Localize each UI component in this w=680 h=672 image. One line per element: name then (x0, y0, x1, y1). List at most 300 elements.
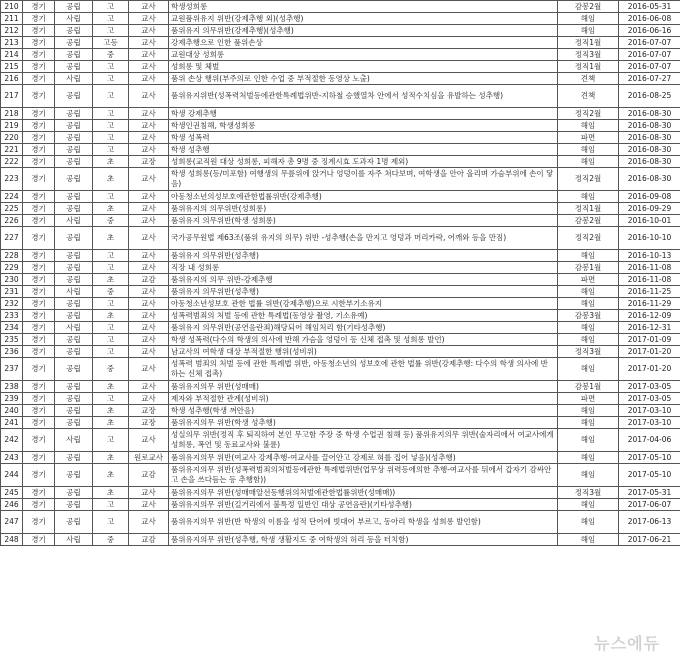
penalty-cell: 감봉2월 (558, 215, 619, 227)
date-cell: 2016-09-08 (619, 191, 680, 203)
row-number: 246 (1, 499, 23, 511)
school-type-cell: 공립 (55, 310, 93, 322)
penalty-cell: 정직1월 (558, 203, 619, 215)
position-cell: 교감 (129, 464, 169, 487)
school-type-cell: 사립 (55, 286, 93, 298)
school-type-cell: 공립 (55, 108, 93, 120)
region-cell: 경기 (23, 322, 55, 334)
school-type-cell: 공립 (55, 464, 93, 487)
position-cell: 교사 (129, 310, 169, 322)
row-number: 227 (1, 227, 23, 250)
school-type-cell: 공립 (55, 1, 93, 13)
school-level-cell: 고 (93, 1, 129, 13)
school-level-cell: 고 (93, 191, 129, 203)
school-type-cell: 공립 (55, 381, 93, 393)
description-cell: 품위유지의무 위반(성매매알선등행위의처벌에관한법률위반(성매매)) (169, 487, 558, 499)
region-cell: 경기 (23, 120, 55, 132)
date-cell: 2016-11-25 (619, 286, 680, 298)
description-cell: 학생 성추행(학생 껴안음) (169, 405, 558, 417)
region-cell: 경기 (23, 144, 55, 156)
region-cell: 경기 (23, 429, 55, 452)
position-cell: 교감 (129, 274, 169, 286)
region-cell: 경기 (23, 274, 55, 286)
row-number: 239 (1, 393, 23, 405)
school-type-cell: 공립 (55, 358, 93, 381)
date-cell: 2016-07-07 (619, 37, 680, 49)
school-level-cell: 고 (93, 511, 129, 534)
school-level-cell: 초 (93, 227, 129, 250)
table-row (1, 144, 680, 156)
row-number: 230 (1, 274, 23, 286)
row-number: 210 (1, 1, 23, 13)
description-cell: 학생인권침해, 학생성희롱 (169, 120, 558, 132)
school-type-cell: 사립 (55, 13, 93, 25)
date-cell: 2016-09-29 (619, 203, 680, 215)
date-cell: 2016-07-27 (619, 73, 680, 85)
description-cell: 학생 성희롱(등/미포함) 여행생의 무릎위에 앉거나 엉덩이를 자주 쳐다보며, 여학생을 안아 올리며 가슴부위에 손이 닿음) (169, 168, 558, 191)
position-cell: 교사 (129, 322, 169, 334)
description-cell: 남교사의 여학생 대상 부적절한 행위(성비위) (169, 346, 558, 358)
penalty-cell: 정직2월 (558, 108, 619, 120)
date-cell: 2016-11-08 (619, 262, 680, 274)
penalty-cell: 파면 (558, 132, 619, 144)
table-row (1, 417, 680, 429)
row-number: 223 (1, 168, 23, 191)
date-cell: 2017-05-10 (619, 452, 680, 464)
table-body (1, 1, 680, 546)
date-cell: 2016-12-31 (619, 322, 680, 334)
school-level-cell: 고 (93, 393, 129, 405)
school-type-cell: 사립 (55, 215, 93, 227)
region-cell: 경기 (23, 1, 55, 13)
school-level-cell: 고 (93, 298, 129, 310)
row-number: 247 (1, 511, 23, 534)
region-cell: 경기 (23, 417, 55, 429)
region-cell: 경기 (23, 346, 55, 358)
date-cell: 2016-11-29 (619, 298, 680, 310)
position-cell: 교사 (129, 286, 169, 298)
row-number: 244 (1, 464, 23, 487)
description-cell: 아동청소년의성보호에관한법률위반(강제추행) (169, 191, 558, 203)
position-cell: 교사 (129, 1, 169, 13)
date-cell: 2016-10-01 (619, 215, 680, 227)
table-row (1, 358, 680, 381)
region-cell: 경기 (23, 310, 55, 322)
date-cell: 2016-10-13 (619, 250, 680, 262)
region-cell: 경기 (23, 499, 55, 511)
table-row (1, 262, 680, 274)
table-row (1, 49, 680, 61)
penalty-cell: 해임 (558, 334, 619, 346)
penalty-cell: 해임 (558, 499, 619, 511)
position-cell: 교장 (129, 417, 169, 429)
date-cell: 2016-07-07 (619, 49, 680, 61)
school-type-cell: 공립 (55, 262, 93, 274)
school-level-cell: 중 (93, 534, 129, 546)
school-type-cell: 공립 (55, 274, 93, 286)
school-level-cell: 고 (93, 61, 129, 73)
position-cell: 교사 (129, 203, 169, 215)
table-row (1, 452, 680, 464)
region-cell: 경기 (23, 37, 55, 49)
table-row (1, 274, 680, 286)
penalty-cell: 해임 (558, 534, 619, 546)
date-cell: 2016-08-30 (619, 144, 680, 156)
date-cell: 2017-03-10 (619, 405, 680, 417)
description-cell: 성실의무 위반(정직 후 퇴직하여 본인 무고함 주장 중 학생 수업권 침해 등) 품위유지의무 위반(술자리에서 여교사에게 성희롱, 폭언 및 동료교사와 불륜) (169, 429, 558, 452)
row-number: 215 (1, 61, 23, 73)
row-number: 248 (1, 534, 23, 546)
table-row (1, 37, 680, 49)
school-level-cell: 초 (93, 310, 129, 322)
date-cell: 2017-03-10 (619, 417, 680, 429)
date-cell: 2016-10-10 (619, 227, 680, 250)
position-cell: 교사 (129, 85, 169, 108)
region-cell: 경기 (23, 73, 55, 85)
region-cell: 경기 (23, 511, 55, 534)
description-cell: 학생 성폭력 (169, 132, 558, 144)
table-row (1, 85, 680, 108)
school-type-cell: 공립 (55, 25, 93, 37)
penalty-cell: 감봉1월 (558, 381, 619, 393)
date-cell: 2016-08-30 (619, 168, 680, 191)
row-number: 216 (1, 73, 23, 85)
table-row (1, 499, 680, 511)
date-cell: 2017-06-21 (619, 534, 680, 546)
row-number: 228 (1, 250, 23, 262)
row-number: 211 (1, 13, 23, 25)
school-level-cell: 고 (93, 73, 129, 85)
school-type-cell: 공립 (55, 168, 93, 191)
description-cell: 품위유지 의무위반(성추행) (169, 250, 558, 262)
school-type-cell: 공립 (55, 37, 93, 49)
row-number: 245 (1, 487, 23, 499)
penalty-cell: 해임 (558, 452, 619, 464)
penalty-cell: 해임 (558, 322, 619, 334)
table-row (1, 334, 680, 346)
school-level-cell: 고 (93, 334, 129, 346)
row-number: 238 (1, 381, 23, 393)
position-cell: 교사 (129, 227, 169, 250)
region-cell: 경기 (23, 13, 55, 25)
position-cell: 교사 (129, 511, 169, 534)
date-cell: 2017-01-20 (619, 346, 680, 358)
school-level-cell: 고 (93, 85, 129, 108)
position-cell: 교사 (129, 25, 169, 37)
description-cell: 품위유지 의무위반(학생 성희롱) (169, 215, 558, 227)
penalty-cell: 파면 (558, 274, 619, 286)
school-type-cell: 공립 (55, 49, 93, 61)
school-level-cell: 고등 (93, 37, 129, 49)
position-cell: 교사 (129, 49, 169, 61)
school-level-cell: 초 (93, 487, 129, 499)
position-cell: 교사 (129, 120, 169, 132)
date-cell: 2016-05-31 (619, 1, 680, 13)
region-cell: 경기 (23, 286, 55, 298)
position-cell: 교사 (129, 499, 169, 511)
position-cell: 교사 (129, 487, 169, 499)
table-row (1, 322, 680, 334)
school-type-cell: 공립 (55, 334, 93, 346)
school-level-cell: 초 (93, 203, 129, 215)
school-level-cell: 중 (93, 358, 129, 381)
region-cell: 경기 (23, 298, 55, 310)
region-cell: 경기 (23, 85, 55, 108)
table-row (1, 108, 680, 120)
position-cell: 교사 (129, 393, 169, 405)
region-cell: 경기 (23, 168, 55, 191)
school-type-cell: 사립 (55, 534, 93, 546)
row-number: 225 (1, 203, 23, 215)
school-type-cell: 공립 (55, 452, 93, 464)
penalty-cell: 해임 (558, 511, 619, 534)
date-cell: 2017-03-05 (619, 393, 680, 405)
description-cell: 교원대상 성희롱 (169, 49, 558, 61)
row-number: 235 (1, 334, 23, 346)
school-type-cell: 공립 (55, 85, 93, 108)
school-level-cell: 중 (93, 286, 129, 298)
description-cell: 강제추행으로 인한 품위손상 (169, 37, 558, 49)
table-row (1, 310, 680, 322)
school-type-cell: 공립 (55, 61, 93, 73)
region-cell: 경기 (23, 108, 55, 120)
table-row (1, 511, 680, 534)
row-number: 222 (1, 156, 23, 168)
region-cell: 경기 (23, 49, 55, 61)
position-cell: 교사 (129, 346, 169, 358)
region-cell: 경기 (23, 191, 55, 203)
school-level-cell: 고 (93, 13, 129, 25)
school-level-cell: 고 (93, 108, 129, 120)
row-number: 233 (1, 310, 23, 322)
date-cell: 2017-06-07 (619, 499, 680, 511)
table-row (1, 429, 680, 452)
region-cell: 경기 (23, 156, 55, 168)
position-cell: 교사 (129, 262, 169, 274)
date-cell: 2016-08-30 (619, 156, 680, 168)
row-number: 212 (1, 25, 23, 37)
school-level-cell: 초 (93, 405, 129, 417)
description-cell: 학생성희롱 (169, 1, 558, 13)
table-row (1, 346, 680, 358)
school-level-cell: 고 (93, 322, 129, 334)
penalty-cell: 해임 (558, 298, 619, 310)
row-number: 232 (1, 298, 23, 310)
position-cell: 교사 (129, 108, 169, 120)
penalty-cell: 감봉3월 (558, 310, 619, 322)
description-cell: 학생 강제추행 (169, 108, 558, 120)
penalty-cell: 파면 (558, 393, 619, 405)
table-row (1, 61, 680, 73)
description-cell: 품위유지의무 위반(성매매) (169, 381, 558, 393)
position-cell: 교사 (129, 250, 169, 262)
region-cell: 경기 (23, 464, 55, 487)
school-type-cell: 공립 (55, 120, 93, 132)
row-number: 214 (1, 49, 23, 61)
description-cell: 품위유지의 의무 위반-강제추행 (169, 274, 558, 286)
table-row (1, 203, 680, 215)
school-level-cell: 초 (93, 452, 129, 464)
penalty-cell: 해임 (558, 417, 619, 429)
penalty-cell: 정직1월 (558, 61, 619, 73)
region-cell: 경기 (23, 215, 55, 227)
table-row (1, 1, 680, 13)
position-cell: 교장 (129, 156, 169, 168)
description-cell: 품위 손상 행위(부주의로 인한 수업 중 부적절한 동영상 노출) (169, 73, 558, 85)
description-cell: 성폭력 범죄의 처벌 등에 관한 특례법 위반, 아동청소년의 성보호에 관한 법률 위반(강제추행: 다수의 학생 의사에 반하는 신체 접촉) (169, 358, 558, 381)
penalty-cell: 정직3월 (558, 49, 619, 61)
table-row (1, 25, 680, 37)
school-type-cell: 공립 (55, 346, 93, 358)
description-cell: 품위유지의무 위반(학생 성추행) (169, 417, 558, 429)
row-number: 226 (1, 215, 23, 227)
row-number: 234 (1, 322, 23, 334)
penalty-cell: 정직3월 (558, 487, 619, 499)
table-row (1, 250, 680, 262)
watermark-logo: 뉴스에듀 (594, 634, 660, 653)
table-row (1, 132, 680, 144)
position-cell: 교사 (129, 13, 169, 25)
school-type-cell: 공립 (55, 156, 93, 168)
school-type-cell: 사립 (55, 73, 93, 85)
penalty-cell: 해임 (558, 191, 619, 203)
table-row (1, 168, 680, 191)
penalty-cell: 정직2월 (558, 227, 619, 250)
date-cell: 2017-05-31 (619, 487, 680, 499)
penalty-cell: 견책 (558, 73, 619, 85)
description-cell: 아동청소년성보호 관한 법률 위반(강제추행)으로 시한부기소유지 (169, 298, 558, 310)
table-row (1, 298, 680, 310)
description-cell: 품위유지의무 위반(성폭력범죄의처벌등에관한 특례법위반(업무상 위력등에의한 추행-여교사를 뒤에서 갑자기 감싸안고 손을 쓰다듬는 등 추행함)) (169, 464, 558, 487)
date-cell: 2017-05-10 (619, 464, 680, 487)
row-number: 218 (1, 108, 23, 120)
school-type-cell: 공립 (55, 487, 93, 499)
date-cell: 2016-11-08 (619, 274, 680, 286)
region-cell: 경기 (23, 227, 55, 250)
penalty-cell: 해임 (558, 405, 619, 417)
row-number: 240 (1, 405, 23, 417)
penalty-cell: 해임 (558, 144, 619, 156)
school-level-cell: 고 (93, 132, 129, 144)
school-level-cell: 초 (93, 381, 129, 393)
description-cell: 교원품위유지 위반(강제추행 외)(성추행) (169, 13, 558, 25)
school-level-cell: 초 (93, 168, 129, 191)
school-level-cell: 고 (93, 429, 129, 452)
table-row (1, 393, 680, 405)
school-level-cell: 초 (93, 156, 129, 168)
date-cell: 2017-01-20 (619, 358, 680, 381)
position-cell: 교장 (129, 405, 169, 417)
date-cell: 2017-06-13 (619, 511, 680, 534)
school-level-cell: 고 (93, 144, 129, 156)
date-cell: 2017-01-09 (619, 334, 680, 346)
row-number: 224 (1, 191, 23, 203)
penalty-cell: 해임 (558, 429, 619, 452)
description-cell: 성희롱 및 체벌 (169, 61, 558, 73)
description-cell: 제자와 부적절한 관계(성비위) (169, 393, 558, 405)
region-cell: 경기 (23, 25, 55, 37)
description-cell: 품위유지의무 위반(길거리에서 불특정 일반인 대상 공연음란)(기타성추행) (169, 499, 558, 511)
penalty-cell: 정직1월 (558, 37, 619, 49)
row-number: 219 (1, 120, 23, 132)
region-cell: 경기 (23, 61, 55, 73)
row-number: 242 (1, 429, 23, 452)
position-cell: 교사 (129, 168, 169, 191)
description-cell: 품위유지 의무위반(성추행) (169, 286, 558, 298)
description-cell: 성희롱(교직원 대상 성희롱, 피해자 총 9명 중 징계시효 도과자 1명 제외) (169, 156, 558, 168)
position-cell: 교사 (129, 37, 169, 49)
school-type-cell: 공립 (55, 250, 93, 262)
region-cell: 경기 (23, 393, 55, 405)
position-cell: 교사 (129, 73, 169, 85)
table-row (1, 381, 680, 393)
table-row (1, 120, 680, 132)
description-cell: 품위유지의무 위반(여교사 강제추행-여교사를 끌어안고 강제로 혀를 집어 넣음)(성추행) (169, 452, 558, 464)
school-type-cell: 공립 (55, 298, 93, 310)
row-number: 220 (1, 132, 23, 144)
position-cell: 교사 (129, 61, 169, 73)
position-cell: 교사 (129, 144, 169, 156)
region-cell: 경기 (23, 534, 55, 546)
school-level-cell: 초 (93, 274, 129, 286)
position-cell: 교사 (129, 334, 169, 346)
description-cell: 품위유지위반(성폭력처벌등에관한특례법위반-지하철 승했열차 안에서 성적수치심을 유발하는 성추행) (169, 85, 558, 108)
school-level-cell: 중 (93, 215, 129, 227)
penalty-cell: 해임 (558, 120, 619, 132)
school-type-cell: 공립 (55, 144, 93, 156)
penalty-cell: 해임 (558, 25, 619, 37)
school-level-cell: 고 (93, 499, 129, 511)
penalty-cell: 정직2월 (558, 168, 619, 191)
penalty-cell: 해임 (558, 464, 619, 487)
table-row (1, 215, 680, 227)
school-type-cell: 사립 (55, 322, 93, 334)
position-cell: 교사 (129, 191, 169, 203)
date-cell: 2016-08-25 (619, 85, 680, 108)
date-cell: 2016-07-07 (619, 61, 680, 73)
table-row (1, 405, 680, 417)
table-row (1, 156, 680, 168)
description-cell: 품위유지의무 위반(성추행, 학생 생활지도 중 여학생의 허리 등을 터치함) (169, 534, 558, 546)
school-type-cell: 공립 (55, 132, 93, 144)
table-row (1, 227, 680, 250)
description-cell: 성폭력범죄의 처벌 등에 관한 특례법(동영상 촬영, 기소유예) (169, 310, 558, 322)
school-type-cell: 사립 (55, 429, 93, 452)
school-level-cell: 고 (93, 262, 129, 274)
position-cell: 교사 (129, 298, 169, 310)
description-cell: 학생 성폭력(다수의 학생의 의사에 반해 가슴을 엉덩이 등 신체 접촉 및 성희롱 발언) (169, 334, 558, 346)
description-cell: 직장 내 성희롱 (169, 262, 558, 274)
table-row (1, 534, 680, 546)
date-cell: 2016-08-30 (619, 132, 680, 144)
date-cell: 2017-04-06 (619, 429, 680, 452)
penalty-cell: 해임 (558, 156, 619, 168)
row-number: 241 (1, 417, 23, 429)
date-cell: 2016-08-30 (619, 120, 680, 132)
row-number: 217 (1, 85, 23, 108)
description-cell: 국가공무원법 제63조(품위 유지의 의무) 위반 -성추행(손을 만지고 엉덩과 머리카락, 어깨와 등을 만짐) (169, 227, 558, 250)
date-cell: 2016-12-09 (619, 310, 680, 322)
school-level-cell: 초 (93, 464, 129, 487)
school-type-cell: 공립 (55, 417, 93, 429)
school-type-cell: 공립 (55, 203, 93, 215)
school-level-cell: 고 (93, 25, 129, 37)
region-cell: 경기 (23, 250, 55, 262)
region-cell: 경기 (23, 203, 55, 215)
penalty-cell: 해임 (558, 358, 619, 381)
region-cell: 경기 (23, 381, 55, 393)
row-number: 213 (1, 37, 23, 49)
